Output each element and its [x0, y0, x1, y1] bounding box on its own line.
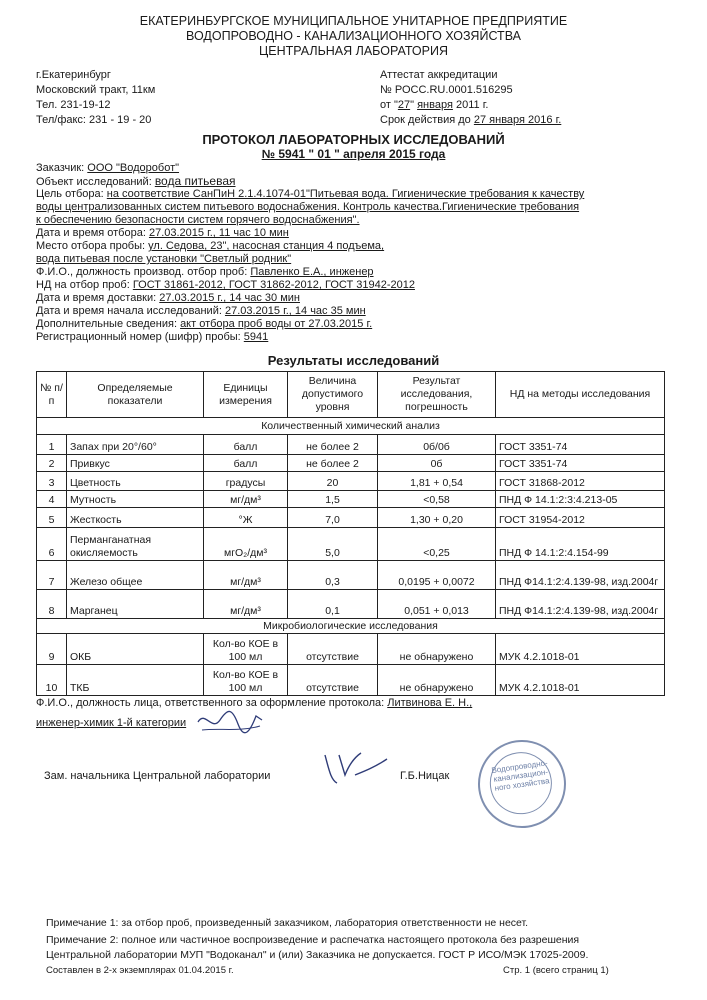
row-number: 2	[37, 455, 67, 472]
row-limit: 5,0	[288, 528, 378, 561]
row-result: 0б	[378, 455, 496, 472]
row-method: ПНД Ф14.1:2:4.139-98, изд.2004г	[496, 561, 665, 590]
row-indicator: Запах при 20°/60°	[67, 435, 204, 455]
address-street: Московский тракт, 11км	[36, 84, 156, 96]
org-line-2: ВОДОПРОВОДНО - КАНАЛИЗАЦИОННОГО ХОЗЯЙСТВА	[186, 29, 521, 43]
chemistry-rows	[37, 435, 665, 619]
row-indicator: Цветность	[67, 472, 204, 491]
regnum-label: Регистрационный номер (шифр) пробы:	[36, 331, 244, 343]
row-limit: отсутствие	[288, 665, 378, 696]
row-number: 9	[37, 634, 67, 665]
row-indicator: ТКБ	[67, 665, 204, 696]
row-limit: 7,0	[288, 508, 378, 528]
row-limit: 0,3	[288, 561, 378, 590]
row-limit: 20	[288, 472, 378, 491]
sampler-value: Павленко Е.А., инженер	[250, 266, 374, 278]
row-number: 7	[37, 561, 67, 590]
delivery-value: 27.03.2015 г., 14 час 30 мин	[159, 292, 300, 304]
micro-rows	[37, 634, 665, 696]
table-row	[37, 561, 665, 590]
row-unit: °Ж	[204, 508, 288, 528]
object-value: вода питьевая	[154, 174, 236, 188]
date-year: 2011 г.	[452, 99, 489, 111]
row-unit: балл	[204, 435, 288, 455]
place-label: Место отбора пробы:	[36, 240, 149, 252]
lab-stamp	[472, 734, 571, 833]
row-result: не обнаружено	[378, 665, 496, 696]
note-2-line-1: Примечание 2: полное или частичное воспроизведение и распечатка настоящего протокола без разрешения	[46, 934, 580, 946]
nd-sampling-field	[36, 279, 415, 292]
table-row	[37, 491, 665, 508]
signature-litvinova	[190, 702, 270, 742]
row-method: ПНД Ф 14.1:2:3:4.213-05	[496, 491, 665, 508]
page-number: Стр. 1 (всего страниц 1)	[503, 965, 609, 976]
row-result: 0,0195 + 0,0072	[378, 561, 496, 590]
customer-value: ООО "Водоробот"	[87, 162, 180, 174]
protocol-number: № 5941 " 01 " апреля 2015 года	[261, 147, 446, 161]
row-unit: мг/дм³	[204, 590, 288, 619]
extra-field	[36, 318, 372, 331]
extra-label: Дополнительные сведения:	[36, 318, 181, 330]
purpose-field	[36, 188, 584, 201]
customer-label: Заказчик:	[36, 162, 88, 174]
row-method: ГОСТ 3351-74	[496, 455, 665, 472]
start-field	[36, 305, 366, 318]
deputy-title: Зам. начальника Центральной лаборатории	[44, 770, 271, 782]
start-value: 27.03.2015 г., 14 час 35 мин	[224, 305, 366, 317]
row-limit: не более 2	[288, 435, 378, 455]
row-unit: мгО₂/дм³	[204, 528, 288, 561]
nd-value: ГОСТ 31861-2012, ГОСТ 31862-2012, ГОСТ 31942-2012	[132, 279, 415, 291]
date-mid: "	[410, 99, 418, 111]
delivery-field	[36, 292, 300, 305]
address-phone: Тел. 231-19-12	[36, 99, 111, 111]
table-row	[37, 528, 665, 561]
table-row	[37, 590, 665, 619]
regnum-field	[36, 331, 268, 344]
place-field	[36, 240, 384, 253]
header-method: НД на методы исследования	[496, 372, 665, 418]
stamp-text: Водопроводно-канализацион-ного хозяйства	[490, 758, 551, 793]
object-field	[36, 175, 236, 189]
regnum-value: 5941	[243, 331, 269, 343]
row-number: 6	[37, 528, 67, 561]
row-result: <0,25	[378, 528, 496, 561]
row-result: <0,58	[378, 491, 496, 508]
row-number: 4	[37, 491, 67, 508]
row-number: 10	[37, 665, 67, 696]
accreditation-validity	[380, 114, 561, 127]
row-limit: не более 2	[288, 455, 378, 472]
row-number: 3	[37, 472, 67, 491]
object-label: Объект исследований:	[36, 176, 155, 188]
start-label: Дата и время начала исследований:	[36, 305, 225, 317]
row-result: 0б/0б	[378, 435, 496, 455]
row-number: 1	[37, 435, 67, 455]
row-method: ПНД Ф14.1:2:4.139-98, изд.2004г	[496, 590, 665, 619]
row-method: ГОСТ 3351-74	[496, 435, 665, 455]
row-method: МУК 4.2.1018-01	[496, 665, 665, 696]
row-unit: градусы	[204, 472, 288, 491]
purpose-line-3: к обеспечению безопасности систем горячего водоснабжения".	[36, 214, 360, 226]
date-prefix: от "	[380, 99, 398, 111]
header-indicator: Определяемые показатели	[67, 372, 204, 418]
row-method: ГОСТ 31868-2012	[496, 472, 665, 491]
address-city: г.Екатеринбург	[36, 69, 111, 81]
place-line-1: ул. Седова, 23", насосная станция 4 подъема,	[148, 240, 385, 252]
row-result: 0,051 + 0,013	[378, 590, 496, 619]
row-result: 1,30 + 0,20	[378, 508, 496, 528]
org-line-3: ЦЕНТРАЛЬНАЯ ЛАБОРАТОРИЯ	[259, 44, 448, 58]
responsible-name: Литвинова Е. Н.,	[387, 697, 473, 709]
sampling-dt-label: Дата и время отбора:	[36, 227, 149, 239]
row-indicator: Мутность	[67, 491, 204, 508]
row-indicator: Жесткость	[67, 508, 204, 528]
section-micro: Микробиологические исследования	[37, 619, 665, 634]
row-limit: 0,1	[288, 590, 378, 619]
row-unit: Кол-во КОЕ в 100 мл	[204, 634, 288, 665]
row-unit: балл	[204, 455, 288, 472]
header-limit: Величина допустимого уровня	[288, 372, 378, 418]
section-row-micro	[37, 619, 665, 634]
sampling-datetime-field	[36, 227, 289, 240]
copies-note: Составлен в 2-х экземплярах 01.04.2015 г.	[46, 965, 234, 976]
row-unit: мг/дм³	[204, 491, 288, 508]
protocol-title: ПРОТОКОЛ ЛАБОРАТОРНЫХ ИССЛЕДОВАНИЙ	[202, 132, 505, 147]
row-indicator: ОКБ	[67, 634, 204, 665]
accreditation-date	[380, 99, 488, 112]
validity-value: 27 января 2016 г.	[473, 114, 562, 126]
table-row	[37, 665, 665, 696]
section-row-chemistry	[37, 418, 665, 435]
row-indicator: Перманганатная окисляемость	[67, 528, 204, 561]
responsible-position: инженер-химик 1-й категории	[36, 717, 187, 729]
row-limit: 1,5	[288, 491, 378, 508]
org-line-1: ЕКАТЕРИНБУРГСКОЕ МУНИЦИПАЛЬНОЕ УНИТАРНОЕ ПРЕДПРИЯТИЕ	[139, 14, 568, 28]
signature-nitsak	[315, 745, 395, 790]
row-result: 1,81 + 0,54	[378, 472, 496, 491]
purpose-line-1: на соответствие СанПиН 2.1.4.1074-01"Питьевая вода. Гигиенические требования к качеству	[106, 188, 585, 200]
row-method: МУК 4.2.1018-01	[496, 634, 665, 665]
table-row	[37, 455, 665, 472]
row-indicator: Марганец	[67, 590, 204, 619]
row-number: 5	[37, 508, 67, 528]
place-line-2: вода питьевая после установки "Светлый родник"	[36, 253, 292, 265]
table-row	[37, 435, 665, 455]
results-title: Результаты исследований	[267, 353, 440, 368]
validity-label: Срок действия до	[380, 114, 474, 126]
header-result: Результат исследования, погрешность	[378, 372, 496, 418]
sampling-dt-value: 27.03.2015 г., 11 час 10 мин	[148, 227, 289, 239]
purpose-line-2: воды централизованных систем питьевого водоснабжения. Контроль качества.Гигиенические требования	[36, 201, 580, 213]
row-result: не обнаружено	[378, 634, 496, 665]
header-unit: Единицы измерения	[204, 372, 288, 418]
date-month: января	[417, 99, 453, 111]
note-2-line-2: Центральной лаборатории МУП "Водоканал" и (или) Заказчика не допускается. ГОСТ Р ИСО/МЭК 17025-2009.	[46, 949, 589, 961]
table-header-row	[37, 372, 665, 418]
accreditation-number: № РОСС.RU.0001.516295	[380, 84, 513, 96]
row-method: ПНД Ф 14.1:2:4.154-99	[496, 528, 665, 561]
note-1: Примечание 1: за отбор проб, произведенный заказчиком, лаборатория ответственности не несет.	[46, 917, 529, 929]
nd-label: НД на отбор проб:	[36, 279, 133, 291]
address-fax: Тел/факс: 231 - 19 - 20	[36, 114, 152, 126]
section-chemistry: Количественный химический анализ	[37, 418, 665, 435]
delivery-label: Дата и время доставки:	[36, 292, 160, 304]
responsible-label: Ф.И.О., должность лица, ответственного за оформление протокола:	[36, 697, 388, 709]
row-method: ГОСТ 31954-2012	[496, 508, 665, 528]
sampler-label: Ф.И.О., должность производ. отбор проб:	[36, 266, 251, 278]
row-unit: мг/дм³	[204, 561, 288, 590]
row-indicator: Железо общее	[67, 561, 204, 590]
accreditation-title: Аттестат аккредитации	[380, 69, 498, 81]
row-number: 8	[37, 590, 67, 619]
sampler-field	[36, 266, 374, 279]
header-number: № п/п	[37, 372, 67, 418]
table-row	[37, 508, 665, 528]
extra-value: акт отбора проб воды от 27.03.2015 г.	[180, 318, 373, 330]
deputy-name: Г.Б.Ницак	[400, 770, 450, 782]
row-limit: отсутствие	[288, 634, 378, 665]
date-day: 27	[397, 99, 411, 111]
table-row	[37, 472, 665, 491]
results-table	[36, 371, 665, 696]
table-row	[37, 634, 665, 665]
row-unit: Кол-во КОЕ в 100 мл	[204, 665, 288, 696]
row-indicator: Привкус	[67, 455, 204, 472]
purpose-label: Цель отбора:	[36, 188, 107, 200]
